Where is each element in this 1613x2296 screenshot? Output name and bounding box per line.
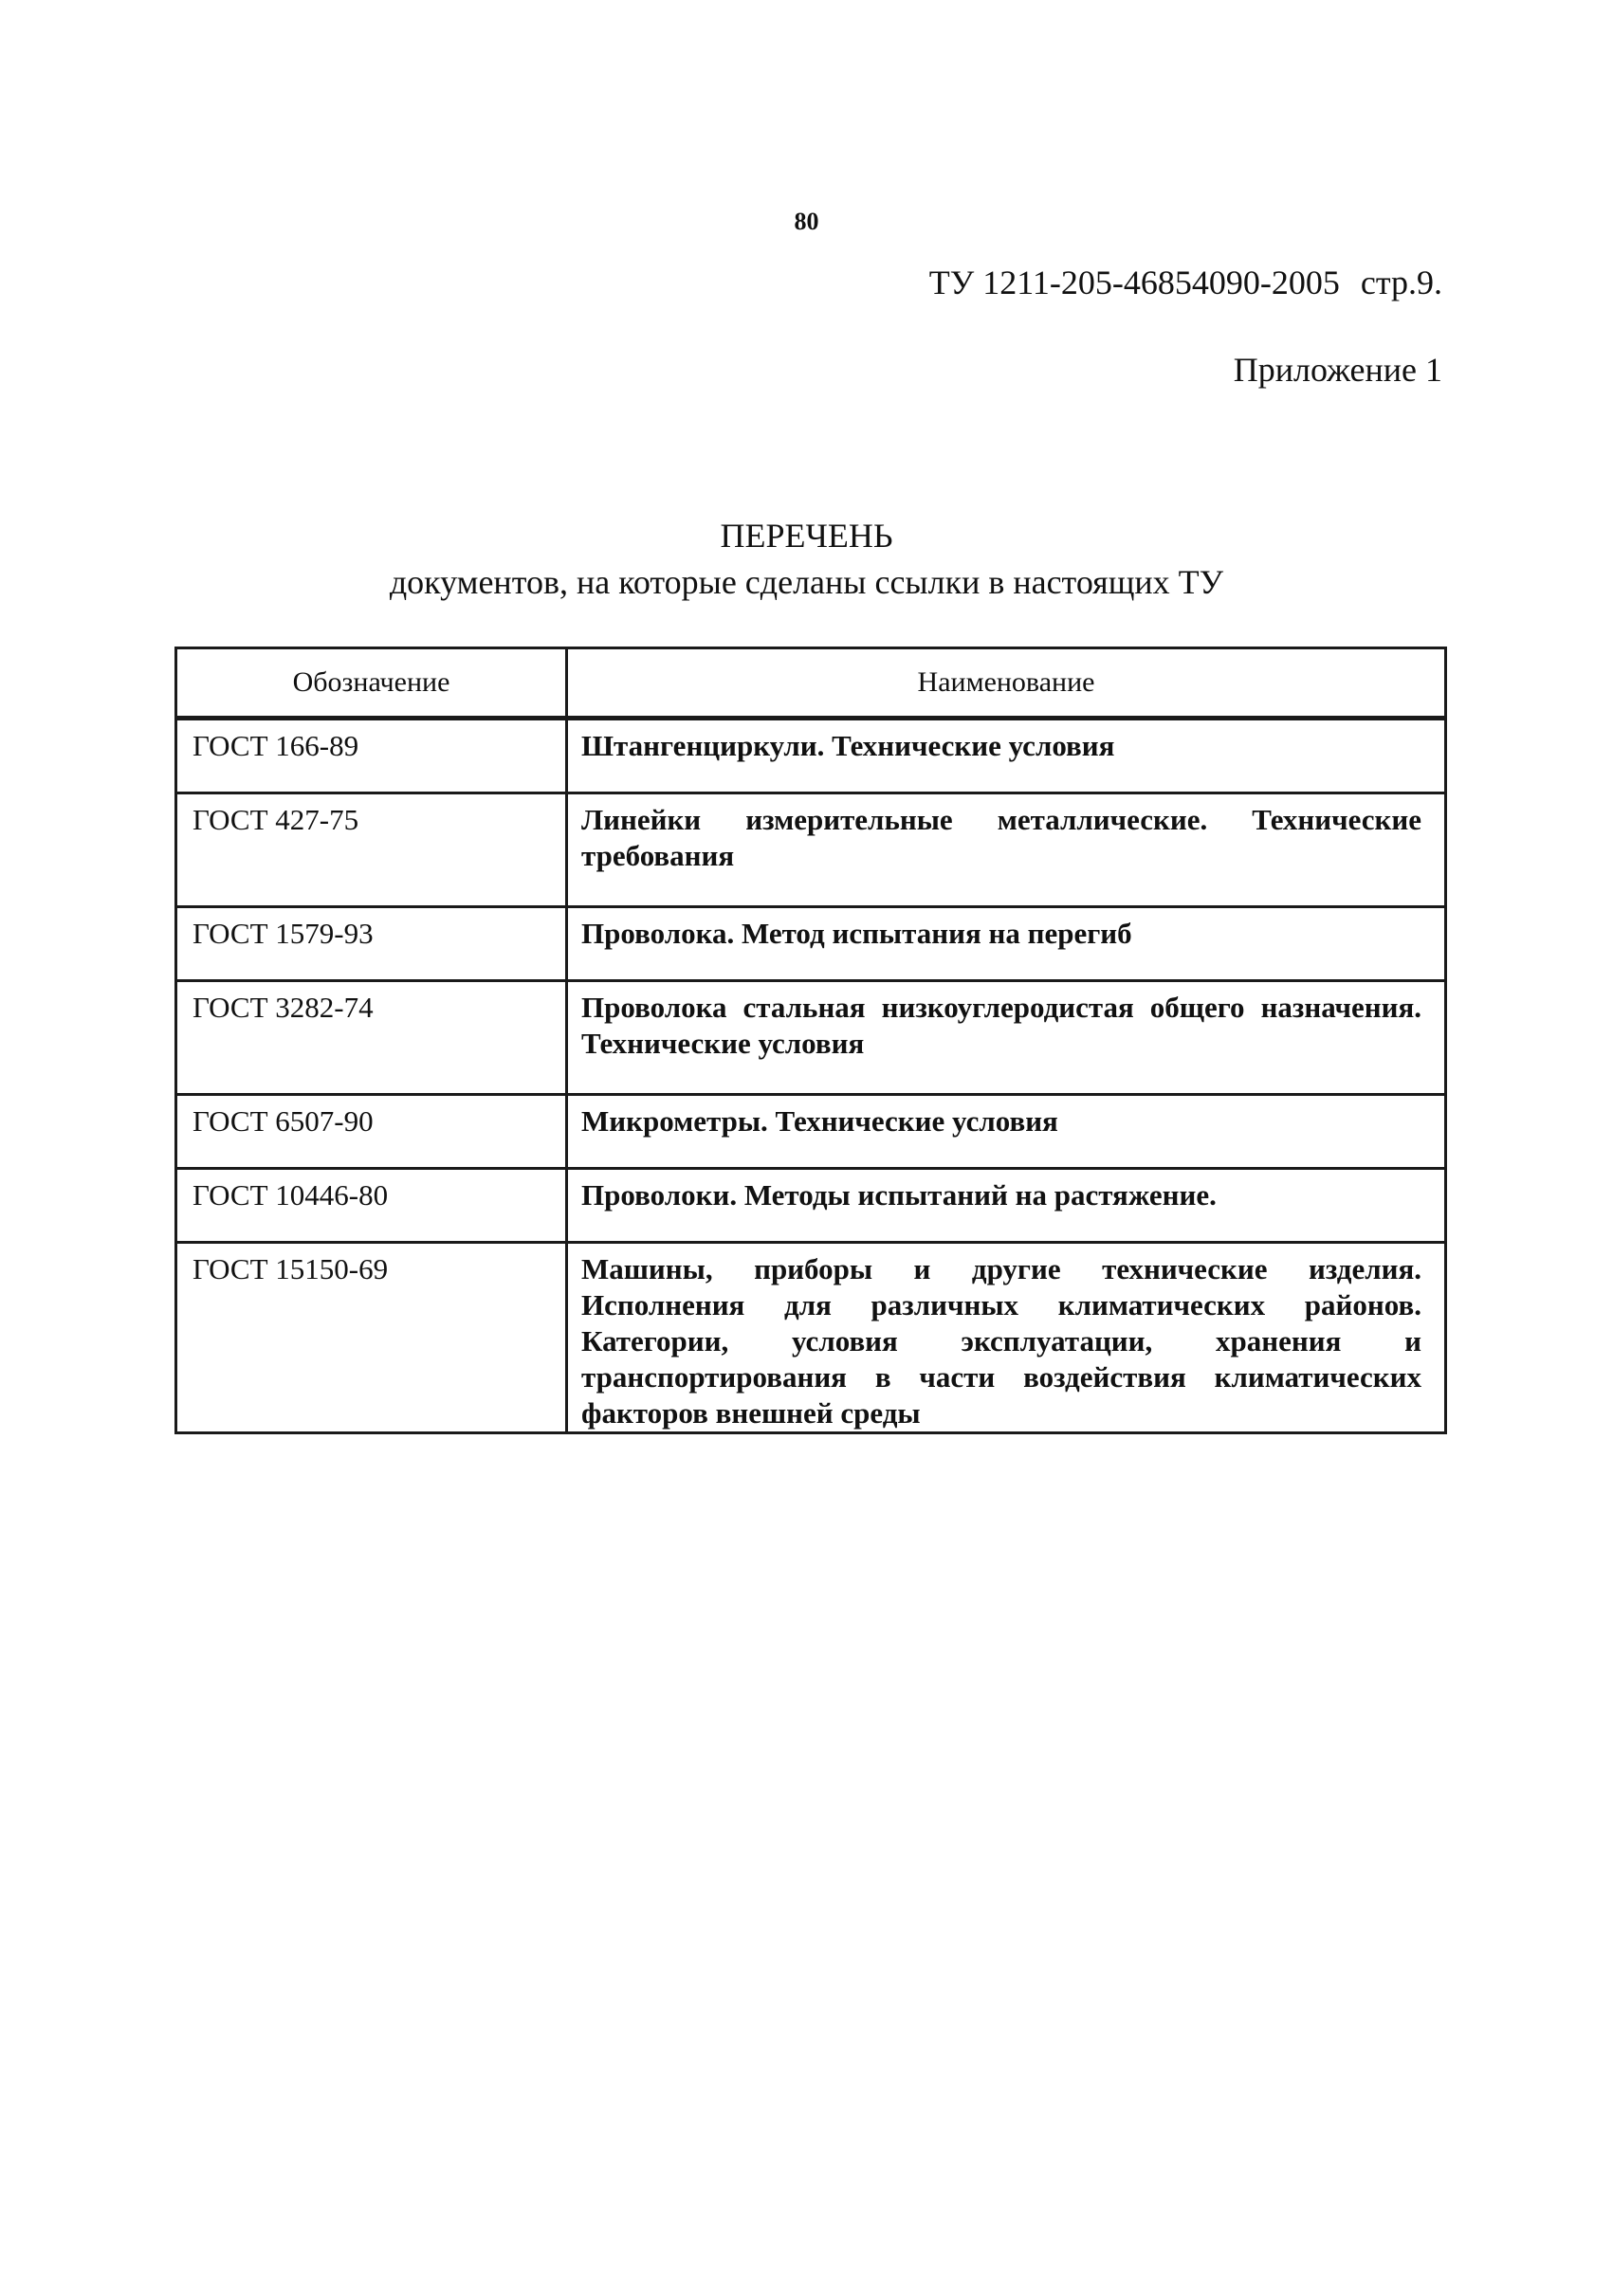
- table-row: [176, 719, 1446, 793]
- name-cell: Линейки измерительные металлические. Технические требования: [567, 793, 1446, 907]
- designation-cell: ГОСТ 6507-90: [176, 1095, 567, 1169]
- name-cell: Проволока стальная низкоуглеродистая общего назначения. Технические условия: [567, 981, 1446, 1095]
- document-reference: [929, 262, 1442, 303]
- table-row: [176, 907, 1446, 981]
- designation-cell: ГОСТ 10446-80: [176, 1169, 567, 1243]
- name-cell: Штангенциркули. Технические условия: [567, 719, 1446, 793]
- name-cell: Проволока. Метод испытания на перегиб: [567, 907, 1446, 981]
- designation-cell: ГОСТ 15150-69: [176, 1243, 567, 1433]
- table-row: [176, 793, 1446, 907]
- table-header-row: [176, 648, 1446, 719]
- table-row: [176, 1169, 1446, 1243]
- column-header-designation: Обозначение: [176, 648, 567, 719]
- designation-cell: ГОСТ 166-89: [176, 719, 567, 793]
- designation-cell: ГОСТ 427-75: [176, 793, 567, 907]
- table-row: [176, 1095, 1446, 1169]
- table-row: [176, 1243, 1446, 1433]
- designation-cell: ГОСТ 1579-93: [176, 907, 567, 981]
- name-cell: Микрометры. Технические условия: [567, 1095, 1446, 1169]
- references-table: [174, 647, 1447, 1434]
- designation-cell: ГОСТ 3282-74: [176, 981, 567, 1095]
- list-subtitle: документов, на которые сделаны ссылки в настоящих ТУ: [389, 563, 1224, 601]
- document-page: стр.9.: [1360, 264, 1442, 301]
- document-code: ТУ 1211-205-46854090-2005: [928, 264, 1340, 301]
- appendix-label: Приложение 1: [1233, 351, 1442, 389]
- name-cell: Машины, приборы и другие технические изделия. Исполнения для различных климатических районов. Категории, условия эксплуатации, хранения и транспортирования в части воздействия климатических факторов внешней среды: [567, 1243, 1446, 1433]
- name-cell: Проволоки. Методы испытаний на растяжение.: [567, 1169, 1446, 1243]
- column-header-name: Наименование: [567, 648, 1446, 719]
- page-number: 80: [794, 208, 819, 235]
- table-row: [176, 981, 1446, 1095]
- list-title: ПЕРЕЧЕНЬ: [720, 517, 893, 555]
